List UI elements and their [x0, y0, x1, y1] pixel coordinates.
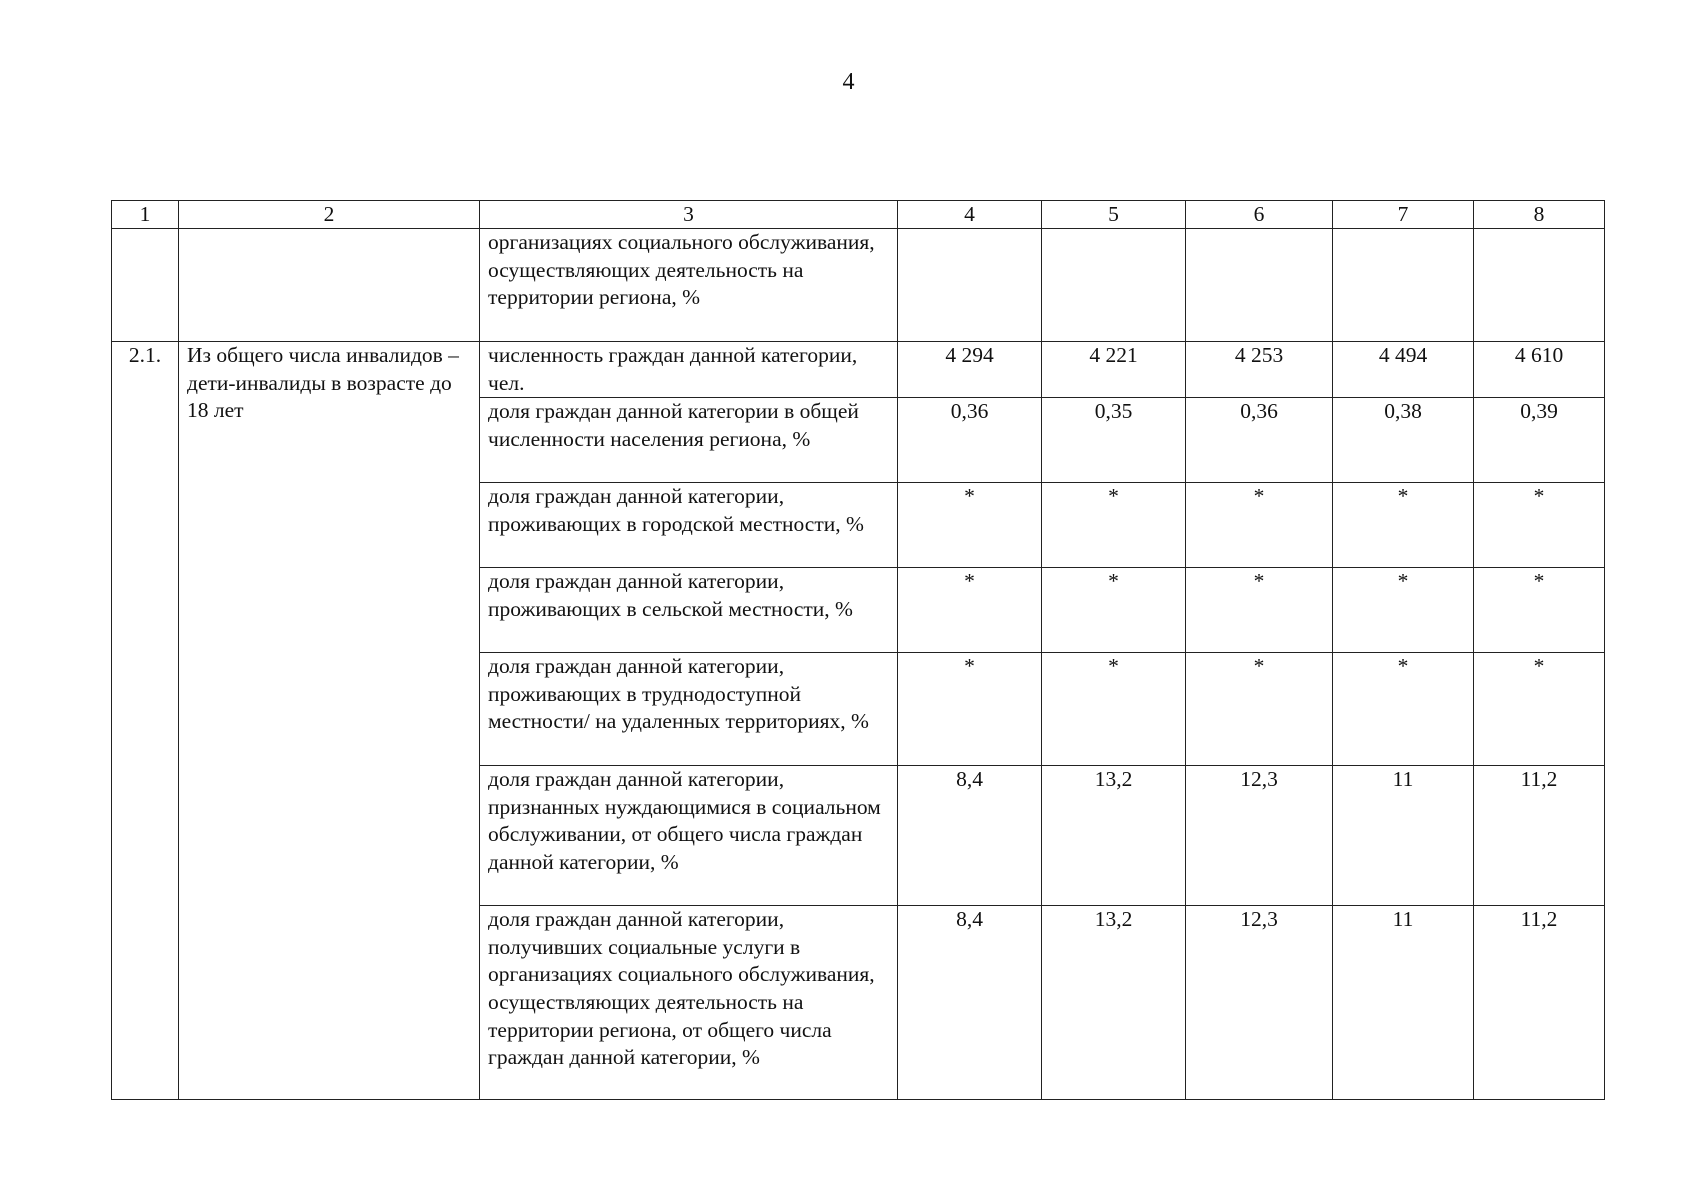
value-cell: 11	[1333, 766, 1474, 906]
column-header: 5	[1042, 201, 1186, 229]
indicator-cell: численность граждан данной категории, чел.	[480, 342, 898, 398]
value-cell: *	[1186, 568, 1333, 653]
value-cell: 0,36	[898, 398, 1042, 483]
value-cell: *	[1474, 568, 1605, 653]
column-header: 3	[480, 201, 898, 229]
value-cell: *	[898, 483, 1042, 568]
column-header: 6	[1186, 201, 1333, 229]
indicator-cell: организациях социального обслуживания, осуществляющих деятельность на территории региона, %	[480, 229, 898, 342]
value-cell: *	[1333, 653, 1474, 766]
value-cell: 8,4	[898, 766, 1042, 906]
value-cell: 4 494	[1333, 342, 1474, 398]
table-cell	[179, 229, 480, 342]
table-cell	[1186, 229, 1333, 342]
value-cell: 13,2	[1042, 766, 1186, 906]
value-cell: *	[1474, 653, 1605, 766]
value-cell: 0,35	[1042, 398, 1186, 483]
page-number: 4	[842, 69, 855, 95]
table-row	[112, 342, 1605, 398]
section-number: 2.1.	[112, 342, 179, 1100]
value-cell: 4 221	[1042, 342, 1186, 398]
data-table	[111, 200, 1605, 1100]
value-cell: *	[1333, 568, 1474, 653]
value-cell: *	[1474, 483, 1605, 568]
value-cell: 12,3	[1186, 906, 1333, 1100]
section-name: Из общего числа инвалидов – дети-инвалиды в возрасте до 18 лет	[179, 342, 480, 1100]
value-cell: 11	[1333, 906, 1474, 1100]
value-cell: *	[1186, 653, 1333, 766]
value-cell: 0,36	[1186, 398, 1333, 483]
value-cell: 4 253	[1186, 342, 1333, 398]
value-cell: 4 294	[898, 342, 1042, 398]
value-cell: 0,39	[1474, 398, 1605, 483]
column-header: 7	[1333, 201, 1474, 229]
column-header: 1	[112, 201, 179, 229]
table-cell	[1333, 229, 1474, 342]
value-cell: 4 610	[1474, 342, 1605, 398]
table-cell	[1042, 229, 1186, 342]
value-cell: *	[898, 653, 1042, 766]
table-cell	[1474, 229, 1605, 342]
column-header: 2	[179, 201, 480, 229]
value-cell: 11,2	[1474, 766, 1605, 906]
value-cell: *	[1186, 483, 1333, 568]
value-cell: *	[1042, 568, 1186, 653]
indicator-cell: доля граждан данной категории, признанных нуждающимися в социальном обслуживании, от общего числа граждан данной категории, %	[480, 766, 898, 906]
table-cell	[898, 229, 1042, 342]
header-row	[112, 201, 1605, 229]
indicator-cell: доля граждан данной категории в общей численности населения региона, %	[480, 398, 898, 483]
indicator-cell: доля граждан данной категории, получивших социальные услуги в организациях социального обслуживания, осуществляющих деятельность на территории региона, от общего числа граждан данной категории, %	[480, 906, 898, 1100]
value-cell: 12,3	[1186, 766, 1333, 906]
indicator-cell: доля граждан данной категории, проживающих в городской местности, %	[480, 483, 898, 568]
value-cell: *	[898, 568, 1042, 653]
value-cell: *	[1042, 483, 1186, 568]
column-header: 8	[1474, 201, 1605, 229]
table-cell	[112, 229, 179, 342]
value-cell: *	[1333, 483, 1474, 568]
value-cell: 0,38	[1333, 398, 1474, 483]
table-row	[112, 229, 1605, 342]
value-cell: 8,4	[898, 906, 1042, 1100]
indicator-cell: доля граждан данной категории, проживающих в труднодоступной местности/ на удаленных территориях, %	[480, 653, 898, 766]
indicator-cell: доля граждан данной категории, проживающих в сельской местности, %	[480, 568, 898, 653]
value-cell: 11,2	[1474, 906, 1605, 1100]
value-cell: *	[1042, 653, 1186, 766]
column-header: 4	[898, 201, 1042, 229]
value-cell: 13,2	[1042, 906, 1186, 1100]
